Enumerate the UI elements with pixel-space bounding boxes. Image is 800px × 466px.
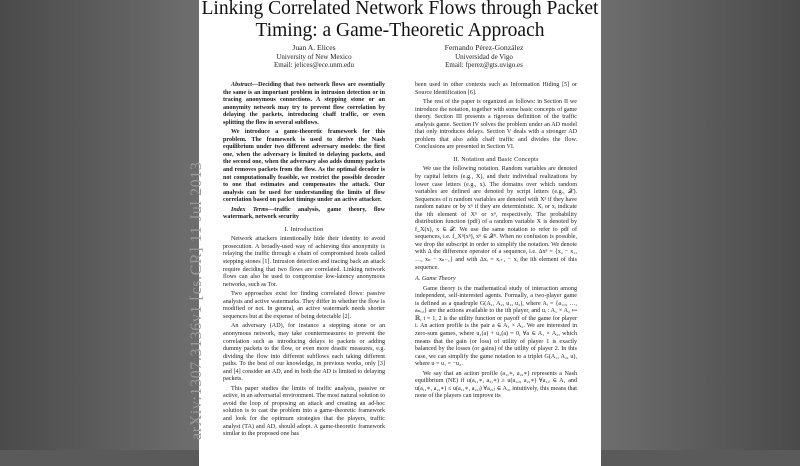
abstract-paragraph-2: We introduce a game-theoretic framework for this problem. The framework is used to derive the Nash equilibrium under two different adversary models: the first one, when the adversary is limited to delaying packets, and the second one, when the adversary also adds dummy packets and removes packets from the flow. As the optimal decoder is not computationally feasible, we restrict the possible decoder to one that estimates and compensates the attack. Our analysis can be used for understanding the limits of flow correlation based on packet timings under an active attacker. <box>223 129 385 204</box>
paper-page <box>199 0 601 466</box>
subsection-heading-game-theory: A. Game Theory <box>415 275 456 283</box>
abstract <box>223 82 385 127</box>
author-affiliation: Universidad de Vigo <box>455 52 513 61</box>
body-paragraph: The rest of the paper is organized as follows: in Section II we introduce the notation, together with some basic concepts of game theory. Section III presents a rigorous definition of the traffic analysis game. Section IV solves the problem under an AD model that only introduces delays. Section V deals with a stronger AD problem that also adds chaff traffic and divides the flow. Conclusions are presented in Section VI. <box>415 99 577 151</box>
author-email: Email: jelices@ece.unm.edu <box>273 61 355 70</box>
body-paragraph: Game theory is the mathematical study of interaction among independent, self-interested agents. Formally, a two-player game is defined as a quadruple G(A₁, A₂, u₁, u₂), where Aᵢ = {a₁,ᵢ, …, aₙᵢ,ᵢ} are the actions available to the ith player, and uᵢ : A₁ × A₂ ↦ ℝ, i = 1, 2 is the utility function or payoff of the game for player i. An action profile is the pair a ∈ A₁ × A₂. We are interested in zero-sum games, where u₁(a) + u₂(a) = 0, ∀a ∈ A₁ × A₂, which means that the gain (or loss) of utility of player 1 is exactly balanced by the losses (or gains) of the utility of player 2. In this case, we can simplify the game notation to a triplet G(A₁, A₂, u), where u = u₁ = −u₂. <box>415 285 577 368</box>
body-paragraph: been used in other contexts such as Information Hiding [5] or Source Identification [6]. <box>415 82 577 96</box>
section-heading-introduction: I. Introduction <box>284 225 324 233</box>
index-terms-label: Index Terms <box>231 206 269 213</box>
body-paragraph: We use the following notation. Random variables are denoted by capital letters (e.g., X), and their individual realizations by lower case letters (e.g., x). The domains over which random variables are defined are denoted by script letters (e.g., 𝒳). Sequences of n random variables are denoted with Xⁿ if they have random nature or by xⁿ if they are deterministic. Xᵢ or xᵢ indicate the ith element of Xⁿ or xⁿ, respectively. The probability distribution function (pdf) of a random variable X is denoted by f_X(x), x ∈ 𝒳. We use the same notation to refer to pdf of sequences, i.e. f_Xⁿ(xⁿ), xⁿ ∈ 𝒳ⁿ. When no confusion is possible, we drop the subscript in order to simplify the notation. We denote with Δ the difference operator of a sequence, i.e. Δxⁿ = {x₂ − x₁, …, xₙ − xₙ₋₁} and with Δxᵢ = xᵢ₊₁ − xᵢ the ith element of this sequence. <box>415 166 577 271</box>
body-paragraph: Network attackers intentionally hide their identity to avoid prosecution. A broadly-used way of achieving this anonymity is relaying the traffic through a chain of compromised hosts called stepping stones [1]. Intrusion detection and tracing back an attack require deciding that two flows are correlated. Linking network flows can also be used to compromise low-latency anonymous networks, such as Tor. <box>223 236 385 288</box>
arxiv-stamp: arXiv:1307.3136v1 [cs.CR] 11 Jul 2013 <box>188 161 205 440</box>
paper-title <box>199 0 601 42</box>
abstract-label: Abstract <box>231 82 252 88</box>
author-name: Juan A. Elices <box>292 43 336 52</box>
author-name: Fernando Pérez-González <box>444 43 524 52</box>
right-column <box>415 82 577 403</box>
body-paragraph: Two approaches exist for finding correlated flows: passive analysis and active watermarks. They differ in whether the flow is modified or not. In general, an active watermark needs shorter sequences but at the expense of being detectable [2]. <box>223 291 385 320</box>
section-heading-notation: II. Notation and Basic Concepts <box>453 155 539 163</box>
author-email: Email: fperez@gts.uvigo.es <box>445 61 523 70</box>
author-block-1 <box>239 44 389 70</box>
left-column <box>223 82 385 441</box>
author-affiliation: University of New Mexico <box>276 52 352 61</box>
author-block-2 <box>409 44 559 70</box>
index-terms <box>223 207 385 222</box>
body-paragraph: An adversary (AD), for instance a stepping stone or an anonymous network, may take countermeasures to prevent the correlation such as introducing delays to packets or adding dummy packets to the flow, or even more drastic measures, e.g. dividing the flow into different subflows each taking different paths. To the best of our knowledge, in previous works, only [3] and [4] consider an AD, and in both the AD is limited to delaying packets. <box>223 323 385 383</box>
viewer-background-left <box>0 0 199 450</box>
viewer-background-right <box>601 0 800 450</box>
body-paragraph: This paper studies the limits of traffic analysis, passive or active, in an adversarial environment. The most natural solution to avoid the loop of proposing an attack and creating an ad-hoc solution is to cast the problem into a game-theoretic framework and look for the optimum strategies that the players, traffic analyst (TA) and AD, should adopt. A game-theoretic framework similar to the proposed one has <box>223 385 385 438</box>
index-terms-text: —traffic analysis, game theory, flow watermark, network security <box>223 206 386 221</box>
title-line-1: Linking Correlated Network Flows through Packet <box>201 0 599 19</box>
abstract-text: —Deciding that two network flows are essentially the same is an important problem in intrusion detection or in tracing anonymous connections. A stepping stone or an anonymity network may try to prevent flow correlation by delaying the packets, introducing chaff traffic, or even splitting the flow in several subflows. <box>223 82 385 126</box>
title-line-2: Timing: a Game-Theoretic Approach <box>255 20 545 41</box>
body-paragraph: We say that an action profile (a₁,∗, a₂,∗) represents a Nash equilibrium (NE) if u(a₁,∗, a₂,∗) ≥ u(a₁,ᵢ, a₂,∗) ∀a₁,ᵢ ∈ A₁ and u(a₁,∗, a₂,∗) ≤ u(a₁,∗, a₂,ⱼ) ∀a₂,ⱼ ∈ A₂, intuitively, this means that none of the players can improve its <box>415 370 577 400</box>
